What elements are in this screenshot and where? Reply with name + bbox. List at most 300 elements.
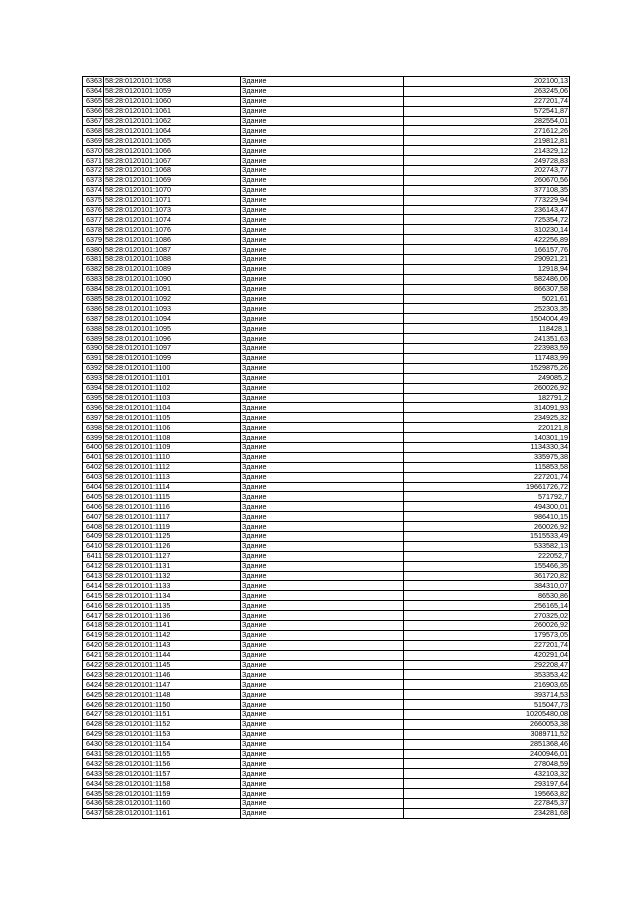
table-row xyxy=(83,551,570,561)
table-row xyxy=(83,690,570,700)
object-type-cell: Здание xyxy=(241,284,404,294)
cadastral-number-cell: 58:28:0120101:1110 xyxy=(104,452,241,462)
row-number-cell: 6431 xyxy=(83,749,104,759)
table-row xyxy=(83,294,570,304)
row-number-cell: 6367 xyxy=(83,116,104,126)
table-row xyxy=(83,749,570,759)
object-type-cell: Здание xyxy=(241,363,404,373)
object-type-cell: Здание xyxy=(241,531,404,541)
row-number-cell: 6416 xyxy=(83,601,104,611)
object-type-cell: Здание xyxy=(241,472,404,482)
row-number-cell: 6434 xyxy=(83,779,104,789)
object-type-cell: Здание xyxy=(241,225,404,235)
row-number-cell: 6418 xyxy=(83,620,104,630)
object-type-cell: Здание xyxy=(241,166,404,176)
cadastral-value-cell: 1515533,49 xyxy=(404,531,570,541)
row-number-cell: 6412 xyxy=(83,561,104,571)
object-type-cell: Здание xyxy=(241,442,404,452)
row-number-cell: 6376 xyxy=(83,205,104,215)
row-number-cell: 6388 xyxy=(83,324,104,334)
cadastral-value-cell: 227845,37 xyxy=(404,799,570,809)
cadastral-value-cell: 179573,05 xyxy=(404,630,570,640)
row-number-cell: 6411 xyxy=(83,551,104,561)
table-row xyxy=(83,175,570,185)
row-number-cell: 6403 xyxy=(83,472,104,482)
table-row xyxy=(83,235,570,245)
cadastral-value-cell: 290921,21 xyxy=(404,255,570,265)
row-number-cell: 6377 xyxy=(83,215,104,225)
table-row xyxy=(83,393,570,403)
row-number-cell: 6422 xyxy=(83,660,104,670)
object-type-cell: Здание xyxy=(241,255,404,265)
row-number-cell: 6366 xyxy=(83,106,104,116)
object-type-cell: Здание xyxy=(241,185,404,195)
cadastral-number-cell: 58:28:0120101:1069 xyxy=(104,175,241,185)
row-number-cell: 6394 xyxy=(83,383,104,393)
cadastral-number-cell: 58:28:0120101:1113 xyxy=(104,472,241,482)
cadastral-value-cell: 432103,32 xyxy=(404,769,570,779)
table-row xyxy=(83,799,570,809)
object-type-cell: Здание xyxy=(241,680,404,690)
cadastral-number-cell: 58:28:0120101:1112 xyxy=(104,462,241,472)
row-number-cell: 6419 xyxy=(83,630,104,640)
table-row xyxy=(83,710,570,720)
object-type-cell: Здание xyxy=(241,393,404,403)
cadastral-value-cell: 219812,81 xyxy=(404,136,570,146)
row-number-cell: 6410 xyxy=(83,541,104,551)
table-row xyxy=(83,601,570,611)
cadastral-number-cell: 58:28:0120101:1092 xyxy=(104,294,241,304)
row-number-cell: 6380 xyxy=(83,245,104,255)
table-row xyxy=(83,472,570,482)
cadastral-value-cell: 260026,92 xyxy=(404,522,570,532)
table-body xyxy=(83,77,570,819)
object-type-cell: Здание xyxy=(241,571,404,581)
table-row xyxy=(83,363,570,373)
table-row xyxy=(83,442,570,452)
object-type-cell: Здание xyxy=(241,195,404,205)
row-number-cell: 6390 xyxy=(83,344,104,354)
table-row xyxy=(83,156,570,166)
cadastral-number-cell: 58:28:0120101:1114 xyxy=(104,482,241,492)
cadastral-value-cell: 117483,99 xyxy=(404,353,570,363)
object-type-cell: Здание xyxy=(241,561,404,571)
row-number-cell: 6436 xyxy=(83,799,104,809)
table-row xyxy=(83,492,570,502)
row-number-cell: 6379 xyxy=(83,235,104,245)
cadastral-number-cell: 58:28:0120101:1158 xyxy=(104,779,241,789)
row-number-cell: 6426 xyxy=(83,700,104,710)
cadastral-value-cell: 1504004,49 xyxy=(404,314,570,324)
table-row xyxy=(83,77,570,87)
object-type-cell: Здание xyxy=(241,789,404,799)
object-type-cell: Здание xyxy=(241,324,404,334)
object-type-cell: Здание xyxy=(241,541,404,551)
cadastral-value-cell: 234925,32 xyxy=(404,413,570,423)
cadastral-value-cell: 420291,04 xyxy=(404,650,570,660)
object-type-cell: Здание xyxy=(241,413,404,423)
row-number-cell: 6408 xyxy=(83,522,104,532)
cadastral-number-cell: 58:28:0120101:1143 xyxy=(104,640,241,650)
row-number-cell: 6383 xyxy=(83,274,104,284)
object-type-cell: Здание xyxy=(241,423,404,433)
cadastral-number-cell: 58:28:0120101:1095 xyxy=(104,324,241,334)
table-row xyxy=(83,166,570,176)
object-type-cell: Здание xyxy=(241,175,404,185)
table-row xyxy=(83,324,570,334)
row-number-cell: 6420 xyxy=(83,640,104,650)
cadastral-number-cell: 58:28:0120101:1093 xyxy=(104,304,241,314)
object-type-cell: Здание xyxy=(241,482,404,492)
cadastral-value-cell: 86530,86 xyxy=(404,591,570,601)
cadastral-value-cell: 725354,72 xyxy=(404,215,570,225)
object-type-cell: Здание xyxy=(241,719,404,729)
row-number-cell: 6395 xyxy=(83,393,104,403)
row-number-cell: 6435 xyxy=(83,789,104,799)
cadastral-number-cell: 58:28:0120101:1115 xyxy=(104,492,241,502)
table-row xyxy=(83,680,570,690)
table-row xyxy=(83,670,570,680)
cadastral-number-cell: 58:28:0120101:1127 xyxy=(104,551,241,561)
cadastral-value-cell: 227201,74 xyxy=(404,472,570,482)
table-row xyxy=(83,136,570,146)
table-row xyxy=(83,373,570,383)
cadastral-number-cell: 58:28:0120101:1144 xyxy=(104,650,241,660)
row-number-cell: 6432 xyxy=(83,759,104,769)
table-row xyxy=(83,205,570,215)
row-number-cell: 6437 xyxy=(83,808,104,818)
cadastral-number-cell: 58:28:0120101:1131 xyxy=(104,561,241,571)
object-type-cell: Здание xyxy=(241,245,404,255)
row-number-cell: 6409 xyxy=(83,531,104,541)
cadastral-value-cell: 384310,07 xyxy=(404,581,570,591)
cadastral-value-cell: 155466,35 xyxy=(404,561,570,571)
cadastral-number-cell: 58:28:0120101:1148 xyxy=(104,690,241,700)
cadastral-value-cell: 1134330,34 xyxy=(404,442,570,452)
cadastral-number-cell: 58:28:0120101:1153 xyxy=(104,729,241,739)
table-row xyxy=(83,255,570,265)
cadastral-value-cell: 260026,92 xyxy=(404,383,570,393)
cadastral-value-cell: 227201,74 xyxy=(404,640,570,650)
table-row xyxy=(83,719,570,729)
cadastral-number-cell: 58:28:0120101:1076 xyxy=(104,225,241,235)
cadastral-number-cell: 58:28:0120101:1160 xyxy=(104,799,241,809)
cadastral-number-cell: 58:28:0120101:1059 xyxy=(104,86,241,96)
cadastral-value-cell: 216903,65 xyxy=(404,680,570,690)
cadastral-number-cell: 58:28:0120101:1068 xyxy=(104,166,241,176)
cadastral-number-cell: 58:28:0120101:1088 xyxy=(104,255,241,265)
object-type-cell: Здание xyxy=(241,205,404,215)
object-type-cell: Здание xyxy=(241,620,404,630)
cadastral-value-cell: 3089711,52 xyxy=(404,729,570,739)
object-type-cell: Здание xyxy=(241,235,404,245)
row-number-cell: 6404 xyxy=(83,482,104,492)
object-type-cell: Здание xyxy=(241,660,404,670)
row-number-cell: 6402 xyxy=(83,462,104,472)
table-row xyxy=(83,353,570,363)
row-number-cell: 6401 xyxy=(83,452,104,462)
object-type-cell: Здание xyxy=(241,502,404,512)
object-type-cell: Здание xyxy=(241,146,404,156)
cadastral-value-cell: 582486,06 xyxy=(404,274,570,284)
cadastral-number-cell: 58:28:0120101:1145 xyxy=(104,660,241,670)
cadastral-value-cell: 393714,53 xyxy=(404,690,570,700)
table-row xyxy=(83,423,570,433)
table-row xyxy=(83,106,570,116)
cadastral-value-cell: 5021,61 xyxy=(404,294,570,304)
row-number-cell: 6407 xyxy=(83,512,104,522)
row-number-cell: 6385 xyxy=(83,294,104,304)
cadastral-value-cell: 118428,1 xyxy=(404,324,570,334)
object-type-cell: Здание xyxy=(241,710,404,720)
cadastral-value-cell: 263245,06 xyxy=(404,86,570,96)
cadastral-number-cell: 58:28:0120101:1097 xyxy=(104,344,241,354)
cadastral-number-cell: 58:28:0120101:1146 xyxy=(104,670,241,680)
cadastral-value-cell: 214329,12 xyxy=(404,146,570,156)
object-type-cell: Здание xyxy=(241,601,404,611)
row-number-cell: 6384 xyxy=(83,284,104,294)
cadastral-number-cell: 58:28:0120101:1103 xyxy=(104,393,241,403)
row-number-cell: 6368 xyxy=(83,126,104,136)
cadastral-number-cell: 58:28:0120101:1090 xyxy=(104,274,241,284)
cadastral-number-cell: 58:28:0120101:1094 xyxy=(104,314,241,324)
cadastral-value-cell: 986410,15 xyxy=(404,512,570,522)
cadastral-number-cell: 58:28:0120101:1106 xyxy=(104,423,241,433)
cadastral-value-cell: 220121,8 xyxy=(404,423,570,433)
cadastral-value-cell: 278048,59 xyxy=(404,759,570,769)
cadastral-number-cell: 58:28:0120101:1161 xyxy=(104,808,241,818)
cadastral-number-cell: 58:28:0120101:1117 xyxy=(104,512,241,522)
cadastral-number-cell: 58:28:0120101:1071 xyxy=(104,195,241,205)
cadastral-number-cell: 58:28:0120101:1091 xyxy=(104,284,241,294)
table-row xyxy=(83,581,570,591)
table-row xyxy=(83,433,570,443)
object-type-cell: Здание xyxy=(241,799,404,809)
object-type-cell: Здание xyxy=(241,373,404,383)
row-number-cell: 6372 xyxy=(83,166,104,176)
table-row xyxy=(83,185,570,195)
cadastral-value-cell: 271612,26 xyxy=(404,126,570,136)
cadastral-value-cell: 377108,35 xyxy=(404,185,570,195)
cadastral-value-cell: 515047,73 xyxy=(404,700,570,710)
cadastral-value-cell: 293197,64 xyxy=(404,779,570,789)
object-type-cell: Здание xyxy=(241,611,404,621)
cadastral-number-cell: 58:28:0120101:1119 xyxy=(104,522,241,532)
object-type-cell: Здание xyxy=(241,551,404,561)
cadastral-number-cell: 58:28:0120101:1151 xyxy=(104,710,241,720)
row-number-cell: 6424 xyxy=(83,680,104,690)
row-number-cell: 6373 xyxy=(83,175,104,185)
cadastral-value-cell: 494300,01 xyxy=(404,502,570,512)
cadastral-value-cell: 249085,2 xyxy=(404,373,570,383)
cadastral-number-cell: 58:28:0120101:1142 xyxy=(104,630,241,640)
object-type-cell: Здание xyxy=(241,334,404,344)
row-number-cell: 6365 xyxy=(83,96,104,106)
table-row xyxy=(83,620,570,630)
table-row xyxy=(83,571,570,581)
cadastral-value-cell: 422256,89 xyxy=(404,235,570,245)
object-type-cell: Здание xyxy=(241,650,404,660)
table-row xyxy=(83,126,570,136)
cadastral-number-cell: 58:28:0120101:1099 xyxy=(104,353,241,363)
table-row xyxy=(83,512,570,522)
table-row xyxy=(83,314,570,324)
object-type-cell: Здание xyxy=(241,591,404,601)
cadastral-value-cell: 1529875,26 xyxy=(404,363,570,373)
object-type-cell: Здание xyxy=(241,314,404,324)
object-type-cell: Здание xyxy=(241,522,404,532)
row-number-cell: 6374 xyxy=(83,185,104,195)
cadastral-value-cell: 292208,47 xyxy=(404,660,570,670)
cadastral-number-cell: 58:28:0120101:1154 xyxy=(104,739,241,749)
object-type-cell: Здание xyxy=(241,304,404,314)
cadastral-number-cell: 58:28:0120101:1086 xyxy=(104,235,241,245)
row-number-cell: 6398 xyxy=(83,423,104,433)
table-row xyxy=(83,660,570,670)
cadastral-value-cell: 241351,63 xyxy=(404,334,570,344)
cadastral-value-cell: 572541,87 xyxy=(404,106,570,116)
cadastral-value-cell: 223983,59 xyxy=(404,344,570,354)
object-type-cell: Здание xyxy=(241,512,404,522)
row-number-cell: 6382 xyxy=(83,264,104,274)
cadastral-value-cell: 2851368,46 xyxy=(404,739,570,749)
object-type-cell: Здание xyxy=(241,808,404,818)
row-number-cell: 6430 xyxy=(83,739,104,749)
object-type-cell: Здание xyxy=(241,452,404,462)
cadastral-number-cell: 58:28:0120101:1060 xyxy=(104,96,241,106)
row-number-cell: 6406 xyxy=(83,502,104,512)
table-row xyxy=(83,759,570,769)
cadastral-value-cell: 335975,38 xyxy=(404,452,570,462)
object-type-cell: Здание xyxy=(241,700,404,710)
row-number-cell: 6415 xyxy=(83,591,104,601)
object-type-cell: Здание xyxy=(241,264,404,274)
cadastral-number-cell: 58:28:0120101:1064 xyxy=(104,126,241,136)
cadastral-number-cell: 58:28:0120101:1150 xyxy=(104,700,241,710)
table-row xyxy=(83,729,570,739)
cadastral-value-cell: 166157,76 xyxy=(404,245,570,255)
cadastral-value-cell: 2400946,01 xyxy=(404,749,570,759)
object-type-cell: Здание xyxy=(241,353,404,363)
cadastral-number-cell: 58:28:0120101:1135 xyxy=(104,601,241,611)
table-row xyxy=(83,769,570,779)
object-type-cell: Здание xyxy=(241,670,404,680)
cadastral-number-cell: 58:28:0120101:1156 xyxy=(104,759,241,769)
cadastral-value-cell: 10205480,08 xyxy=(404,710,570,720)
cadastral-value-cell: 533582,13 xyxy=(404,541,570,551)
object-type-cell: Здание xyxy=(241,215,404,225)
cadastral-number-cell: 58:28:0120101:1100 xyxy=(104,363,241,373)
table-row xyxy=(83,264,570,274)
row-number-cell: 6369 xyxy=(83,136,104,146)
row-number-cell: 6399 xyxy=(83,433,104,443)
cadastral-number-cell: 58:28:0120101:1136 xyxy=(104,611,241,621)
row-number-cell: 6392 xyxy=(83,363,104,373)
table-row xyxy=(83,789,570,799)
cadastral-number-cell: 58:28:0120101:1070 xyxy=(104,185,241,195)
object-type-cell: Здание xyxy=(241,492,404,502)
cadastral-value-cell: 2660053,38 xyxy=(404,719,570,729)
table-row xyxy=(83,195,570,205)
cadastral-number-cell: 58:28:0120101:1152 xyxy=(104,719,241,729)
object-type-cell: Здание xyxy=(241,344,404,354)
table-row xyxy=(83,334,570,344)
row-number-cell: 6389 xyxy=(83,334,104,344)
table-row xyxy=(83,344,570,354)
table-row xyxy=(83,146,570,156)
table-row xyxy=(83,452,570,462)
cadastral-number-cell: 58:28:0120101:1132 xyxy=(104,571,241,581)
row-number-cell: 6393 xyxy=(83,373,104,383)
cadastral-value-cell: 260026,92 xyxy=(404,620,570,630)
object-type-cell: Здание xyxy=(241,96,404,106)
cadastral-number-cell: 58:28:0120101:1116 xyxy=(104,502,241,512)
row-number-cell: 6371 xyxy=(83,156,104,166)
row-number-cell: 6364 xyxy=(83,86,104,96)
table-row xyxy=(83,630,570,640)
table-row xyxy=(83,462,570,472)
object-type-cell: Здание xyxy=(241,116,404,126)
row-number-cell: 6433 xyxy=(83,769,104,779)
cadastral-value-cell: 866307,58 xyxy=(404,284,570,294)
cadastral-number-cell: 58:28:0120101:1101 xyxy=(104,373,241,383)
object-type-cell: Здание xyxy=(241,769,404,779)
cadastral-number-cell: 58:28:0120101:1089 xyxy=(104,264,241,274)
row-number-cell: 6391 xyxy=(83,353,104,363)
cadastral-value-cell: 222052,7 xyxy=(404,551,570,561)
table-row xyxy=(83,541,570,551)
object-type-cell: Здание xyxy=(241,640,404,650)
cadastral-value-cell: 249728,83 xyxy=(404,156,570,166)
table-row xyxy=(83,739,570,749)
table-row xyxy=(83,650,570,660)
row-number-cell: 6396 xyxy=(83,403,104,413)
table-row xyxy=(83,116,570,126)
object-type-cell: Здание xyxy=(241,759,404,769)
cadastral-value-cell: 236143,47 xyxy=(404,205,570,215)
cadastral-number-cell: 58:28:0120101:1065 xyxy=(104,136,241,146)
cadastral-value-cell: 182791,2 xyxy=(404,393,570,403)
cadastral-number-cell: 58:28:0120101:1141 xyxy=(104,620,241,630)
table-row xyxy=(83,403,570,413)
cadastral-number-cell: 58:28:0120101:1105 xyxy=(104,413,241,423)
cadastral-value-cell: 115853,58 xyxy=(404,462,570,472)
table-row xyxy=(83,225,570,235)
cadastral-value-cell: 227201,74 xyxy=(404,96,570,106)
object-type-cell: Здание xyxy=(241,136,404,146)
table-row xyxy=(83,779,570,789)
cadastral-number-cell: 58:28:0120101:1096 xyxy=(104,334,241,344)
cadastral-value-cell: 12918,94 xyxy=(404,264,570,274)
object-type-cell: Здание xyxy=(241,403,404,413)
cadastral-number-cell: 58:28:0120101:1074 xyxy=(104,215,241,225)
object-type-cell: Здание xyxy=(241,433,404,443)
table-row xyxy=(83,808,570,818)
cadastral-value-cell: 773229,94 xyxy=(404,195,570,205)
row-number-cell: 6425 xyxy=(83,690,104,700)
object-type-cell: Здание xyxy=(241,630,404,640)
row-number-cell: 6387 xyxy=(83,314,104,324)
cadastral-value-cell: 256165,14 xyxy=(404,601,570,611)
cadastral-number-cell: 58:28:0120101:1159 xyxy=(104,789,241,799)
row-number-cell: 6370 xyxy=(83,146,104,156)
object-type-cell: Здание xyxy=(241,106,404,116)
object-type-cell: Здание xyxy=(241,274,404,284)
row-number-cell: 6375 xyxy=(83,195,104,205)
cadastral-value-cell: 314091,93 xyxy=(404,403,570,413)
table-row xyxy=(83,304,570,314)
row-number-cell: 6381 xyxy=(83,255,104,265)
